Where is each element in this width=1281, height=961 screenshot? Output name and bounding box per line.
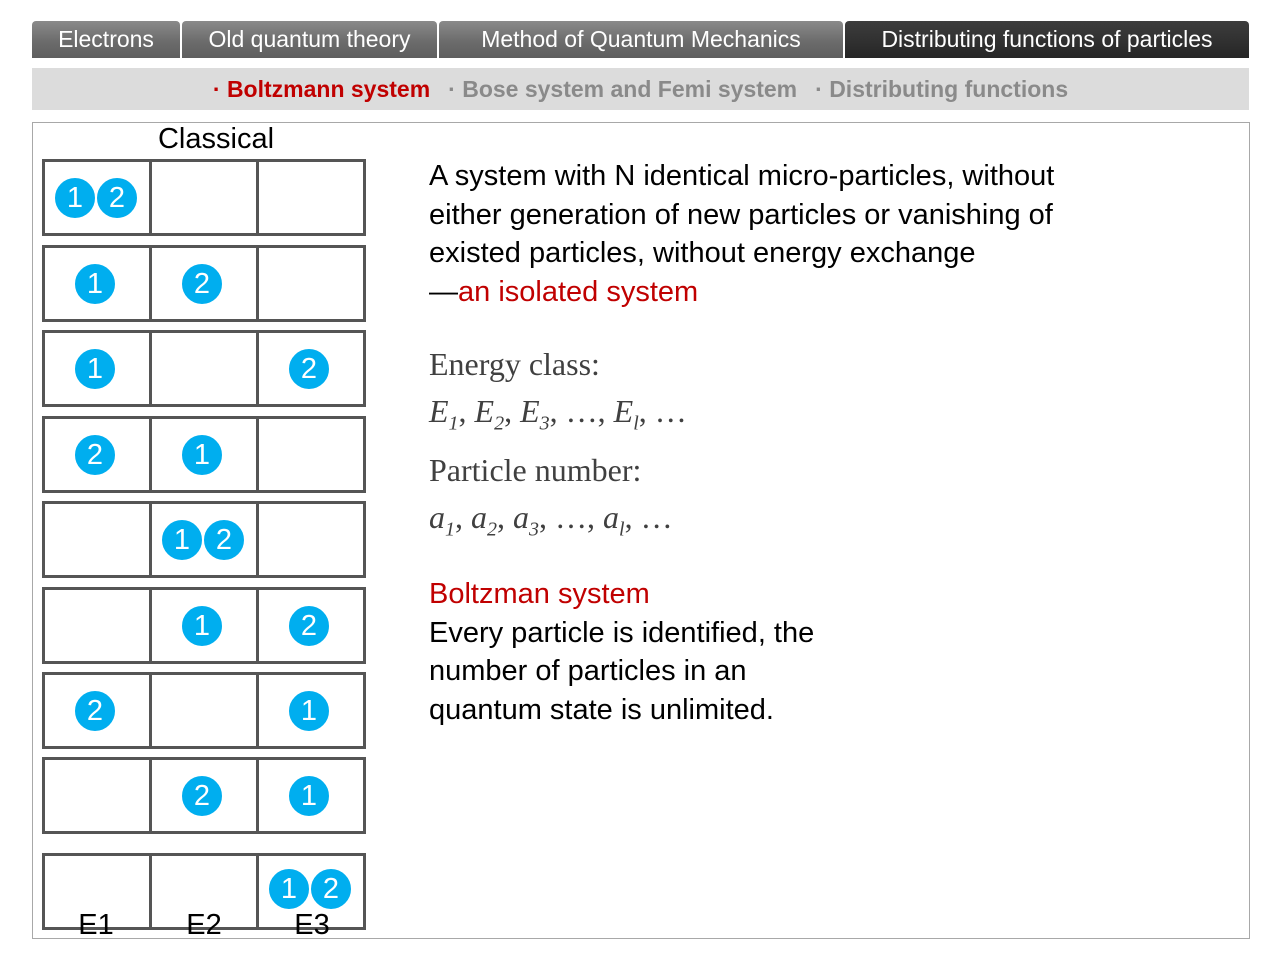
energy-cell: [45, 333, 149, 404]
particle-2: 2: [288, 348, 330, 390]
tab-method-of-quantum-mechanics[interactable]: Method of Quantum Mechanics: [439, 21, 843, 58]
energy-cell: [45, 590, 149, 661]
particle-2: 2: [288, 605, 330, 647]
energy-label-e3: E3: [294, 909, 330, 939]
state-row: [42, 501, 366, 578]
particle-1: 1: [268, 868, 310, 910]
energy-cell: [45, 248, 149, 319]
tab-electrons[interactable]: Electrons: [32, 21, 180, 58]
system-description: [429, 157, 1149, 311]
description-highlight-line: [429, 273, 1149, 312]
particle-1: 1: [181, 605, 223, 647]
energy-cell: [45, 162, 149, 233]
energy-cell: [149, 590, 256, 661]
state-row: [42, 159, 366, 236]
energy-label-e1: E1: [78, 909, 114, 939]
particle-number-formula: $a_1$, $a_2$, $a_3$, …, $a_l$, …: [429, 499, 673, 541]
subnav-boltzmann-system[interactable]: · Boltzmann system: [212, 75, 431, 102]
energy-class-label: Energy class:: [429, 346, 600, 382]
math-definitions: [429, 341, 687, 554]
tab-distributing-functions[interactable]: Distributing functions of particles: [845, 21, 1249, 58]
particle-1: 1: [54, 177, 96, 219]
energy-cell: [256, 504, 363, 575]
energy-cell: [149, 333, 256, 404]
energy-cell: [45, 419, 149, 490]
particle-1: 1: [288, 775, 330, 817]
energy-cell: [45, 504, 149, 575]
boltzmann-line: Every particle is identified, the: [429, 616, 815, 649]
diagram-title: Classical: [157, 123, 275, 155]
energy-cell: [256, 675, 363, 746]
particle-1: 1: [74, 263, 116, 305]
state-row: [42, 587, 366, 664]
particle-2: 2: [181, 775, 223, 817]
particle-1: 1: [288, 690, 330, 732]
boltzmann-line: number of particles in an: [429, 655, 747, 687]
energy-cell: [149, 760, 256, 831]
energy-cell: [256, 760, 363, 831]
energy-cell: [149, 248, 256, 319]
state-row: [42, 330, 366, 407]
energy-class-formula: $E_1$, $E_2$, $E_3$, …, $E_l$, …: [429, 393, 687, 435]
particle-number-label: Particle number:: [429, 452, 642, 489]
energy-cell: [149, 419, 256, 490]
particle-2: 2: [310, 868, 352, 910]
state-row: [42, 245, 366, 322]
description-line: A system with N identical micro-particles, without: [429, 160, 1055, 192]
subnav-distributing-functions[interactable]: · Distributing functions: [815, 75, 1069, 102]
top-tab-bar: [32, 21, 1249, 58]
particle-1: 1: [181, 434, 223, 476]
particle-2: 2: [181, 263, 223, 305]
isolated-system-label: an isolated system: [458, 275, 699, 308]
state-row: [42, 416, 366, 493]
energy-cell: [45, 760, 149, 831]
energy-label-e2: E2: [186, 909, 222, 939]
boltzmann-definition: [429, 575, 929, 729]
particle-1: 1: [161, 519, 203, 561]
content-panel: [32, 122, 1250, 939]
subnav-bose-femi-system[interactable]: · Bose system and Femi system: [448, 75, 798, 102]
em-dash: —: [429, 275, 458, 308]
energy-cell: [256, 419, 363, 490]
energy-cell: [256, 590, 363, 661]
state-row: [42, 757, 366, 834]
description-line: either generation of new particles or vanishing of: [429, 198, 1053, 231]
particle-2: 2: [96, 177, 138, 219]
tab-old-quantum-theory[interactable]: Old quantum theory: [182, 21, 437, 58]
energy-cell: [256, 333, 363, 404]
sub-navigation: [32, 68, 1249, 110]
energy-cell: [149, 675, 256, 746]
energy-cell: [45, 675, 149, 746]
particle-1: 1: [74, 348, 116, 390]
particle-2: 2: [74, 690, 116, 732]
state-row: [42, 672, 366, 749]
boltzmann-line: quantum state is unlimited.: [429, 693, 774, 726]
boltzmann-title: Boltzman system: [429, 578, 650, 610]
particle-2: 2: [74, 434, 116, 476]
particle-2: 2: [203, 519, 245, 561]
energy-cell: [256, 248, 363, 319]
description-line: existed particles, without energy exchange: [429, 237, 976, 269]
energy-cell: [149, 504, 256, 575]
energy-cell: [149, 162, 256, 233]
energy-cell: [256, 162, 363, 233]
energy-level-labels: [42, 909, 366, 939]
